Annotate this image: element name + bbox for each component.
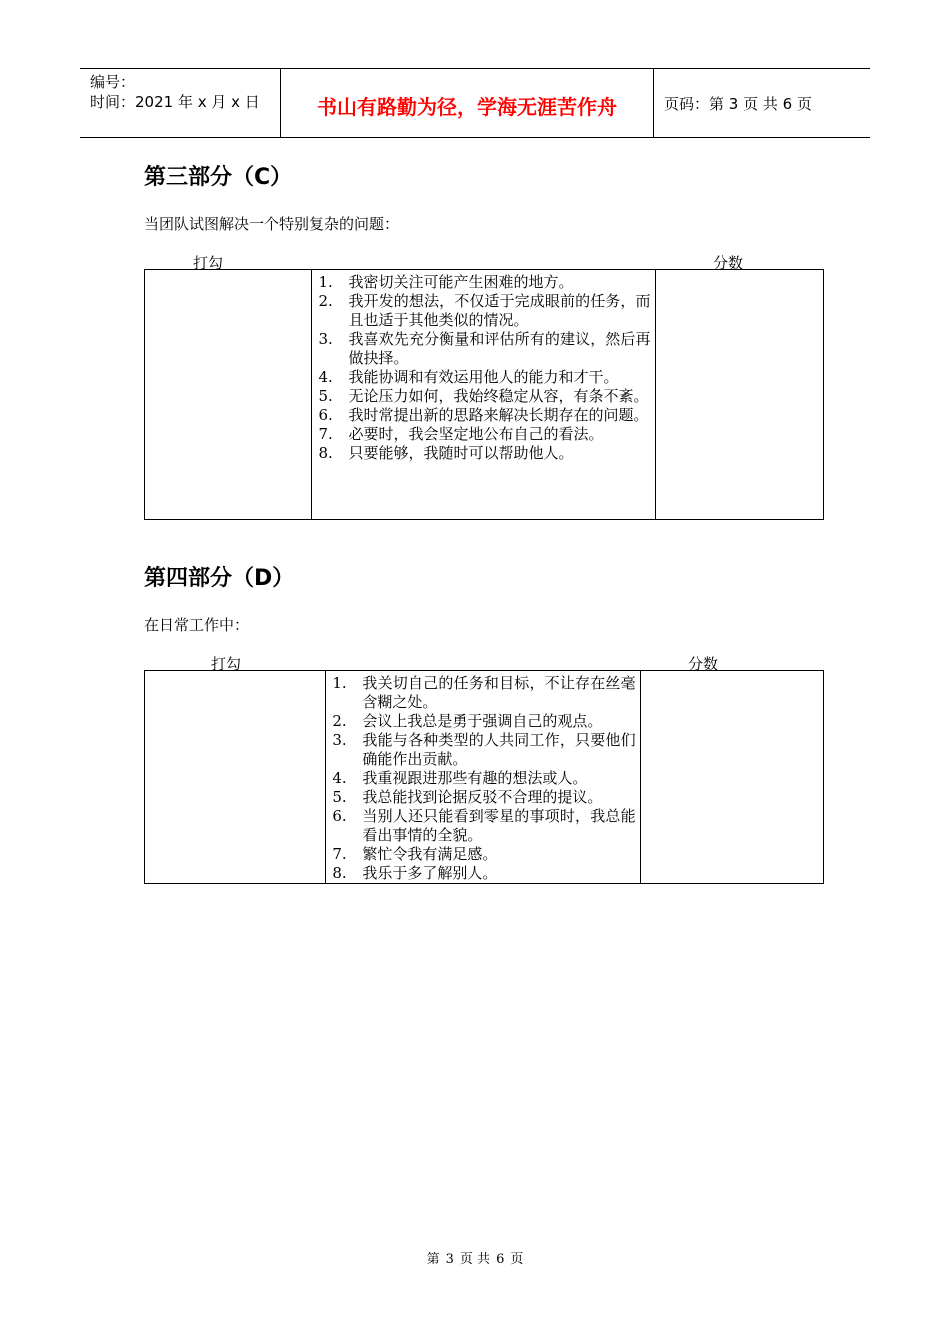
item-text: 当别人还只能看到零星的事项时，我总能看出事情的全貌。	[362, 807, 636, 844]
section-d-score-cell[interactable]	[640, 671, 823, 884]
list-item	[332, 731, 635, 769]
list-item	[332, 712, 635, 731]
list-item	[332, 864, 635, 883]
list-item	[318, 425, 650, 444]
item-text: 我关切自己的任务和目标，不让存在丝毫含糊之处。	[362, 674, 636, 711]
header-motto: 书山有路勤为径，学海无涯苦作舟	[281, 69, 654, 137]
list-item	[332, 807, 635, 845]
list-item	[318, 387, 650, 406]
item-text: 我能与各种类型的人共同工作，只要他们确能作出贡献。	[362, 731, 636, 768]
item-text: 我能协调和有效运用他人的能力和才干。	[348, 368, 619, 386]
list-item	[318, 368, 650, 387]
footer-page-number: 3	[445, 1252, 454, 1267]
list-item	[318, 292, 650, 330]
list-item	[332, 769, 635, 788]
item-number: 7.	[332, 845, 347, 863]
item-text: 我总能找到论据反驳不合理的提议。	[362, 788, 603, 806]
item-text: 我喜欢先充分衡量和评估所有的建议，然后再做抉择。	[348, 330, 651, 367]
item-number: 1.	[318, 273, 333, 291]
item-number: 4.	[318, 368, 333, 386]
item-number: 8.	[332, 864, 347, 882]
section-c-title: 第三部分（C）	[144, 165, 293, 190]
section-c-item-list	[312, 273, 654, 463]
item-number: 7.	[318, 425, 333, 443]
section-d-item-list	[326, 674, 639, 883]
header-meta	[80, 69, 281, 137]
page-header	[80, 68, 870, 138]
section-d-check-header: 打勾	[211, 655, 242, 673]
section-c-check-cell[interactable]	[145, 270, 312, 520]
item-number: 1.	[332, 674, 347, 692]
section-d-items-cell	[326, 671, 640, 884]
item-number: 3.	[318, 330, 333, 348]
item-number: 8.	[318, 444, 333, 462]
list-item	[318, 330, 650, 368]
item-number: 2.	[318, 292, 333, 310]
page-footer: 第 3 页 共 6 页	[426, 1252, 524, 1267]
item-number: 3.	[332, 731, 347, 749]
item-text: 只要能够，我随时可以帮助他人。	[348, 444, 574, 462]
item-number: 6.	[332, 807, 347, 825]
list-item	[318, 406, 650, 425]
header-page-info: 页码：第 3 页 共 6 页	[664, 94, 812, 113]
section-c-check-header: 打勾	[193, 254, 224, 272]
item-number: 6.	[318, 406, 333, 424]
item-number: 5.	[318, 387, 333, 405]
section-d-check-cell[interactable]	[145, 671, 326, 884]
item-text: 必要时，我会坚定地公布自己的看法。	[348, 425, 604, 443]
item-text: 我密切关注可能产生困难的地方。	[348, 273, 574, 291]
item-text: 无论压力如何，我始终稳定从容，有条不紊。	[348, 387, 649, 405]
list-item	[332, 788, 635, 807]
section-d-score-header: 分数	[688, 655, 719, 673]
section-c-score-header: 分数	[713, 254, 744, 272]
list-item	[332, 845, 635, 864]
item-text: 我时常提出新的思路来解决长期存在的问题。	[348, 406, 649, 424]
list-item	[318, 273, 650, 292]
section-d-intro: 在日常工作中：	[144, 616, 250, 634]
item-text: 繁忙令我有满足感。	[362, 845, 498, 863]
item-text: 我乐于多了解别人。	[362, 864, 498, 882]
section-d-table	[144, 670, 824, 884]
item-number: 2.	[332, 712, 347, 730]
section-d-title: 第四部分（D）	[144, 566, 295, 591]
footer-total-pages: 6	[496, 1252, 505, 1267]
item-number: 4.	[332, 769, 347, 787]
item-text: 会议上我总是勇于强调自己的观点。	[362, 712, 603, 730]
item-text: 我开发的想法，不仅适于完成眼前的任务，而且也适于其他类似的情况。	[348, 292, 651, 329]
section-c-score-cell[interactable]	[655, 270, 823, 520]
item-text: 我重视跟进那些有趣的想法或人。	[362, 769, 588, 787]
code-label: 编号：	[90, 73, 136, 91]
section-c-items-cell	[312, 270, 655, 520]
section-c-intro: 当团队试图解决一个特别复杂的问题：	[144, 215, 400, 233]
item-number: 5.	[332, 788, 347, 806]
list-item	[318, 444, 650, 463]
section-c-table	[144, 269, 824, 520]
time-label: 时间：2021 年 x 月 x 日	[90, 93, 260, 111]
list-item	[332, 674, 635, 712]
